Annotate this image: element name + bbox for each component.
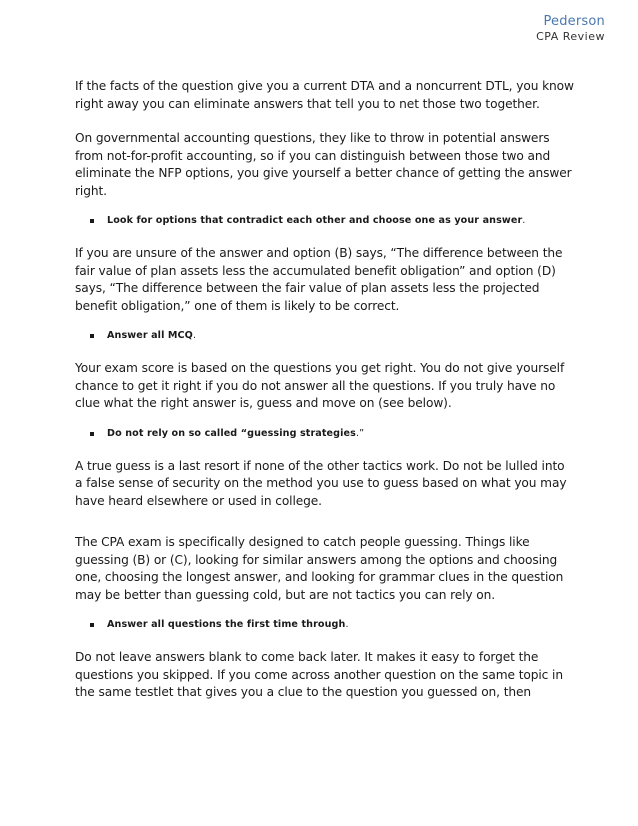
paragraph-exam-score: Your exam score is based on the questions you get right. You do not give yourself chance to get it right if you do not answer all the questions. If you truly have no clue what the right answer is, guess and move on (see below). xyxy=(75,361,565,410)
paragraph-true-guess: A true guess is a last resort if none of the other tactics work. Do not be lulled into a false sense of security on the method you use to guess based on what you may have heard elsewhere or used in college. xyxy=(75,458,567,508)
bullet-tail: . xyxy=(522,215,526,226)
paragraph-plan-assets: If you are unsure of the answer and option (B) says, “The difference between the fair value of plan assets less the accumulated benefit obligation” and option (D) says, “The difference between the fair value of plan assets less the projected benefit obligation,” one of them is likely to be correct. xyxy=(75,246,563,313)
brand-name: Pederson xyxy=(543,14,605,29)
bullet-guessing xyxy=(75,427,575,441)
document-body xyxy=(75,78,575,702)
paragraph-cpa-exam: The CPA exam is specifically designed to catch people guessing. Things like guessing (B) or (C), looking for similar answers among the options and choosing one, choosing the longest answer, and looking for grammar clues in the question may be better than guessing cold, but are not tactics you can rely on. xyxy=(75,535,564,602)
bullet-contradict xyxy=(75,214,575,228)
bullet-bold-text: Look for options that contradict each other and choose one as your answer xyxy=(107,215,523,226)
paragraph-blank-answers: Do not leave answers blank to come back later. It makes it easy to forget the questions you skipped. If you come across another question on the same topic in the same testlet that gives you a clue to the question you guessed on, then xyxy=(75,650,563,699)
paragraph-governmental: On governmental accounting questions, they like to throw in potential answers from not-for-profit accounting, so if you can distinguish between those two and eliminate the NFP options, you give yourself a better chance of getting the answer right. xyxy=(75,131,572,198)
bullet-first-time xyxy=(75,618,575,632)
bullet-tail: . xyxy=(192,330,197,341)
bullet-bold-text: Do not rely on so called “guessing strategies xyxy=(107,427,356,439)
page-header xyxy=(536,14,605,44)
bullet-tail: .” xyxy=(355,427,365,439)
bullet-bold-text: Answer all MCQ xyxy=(107,330,193,341)
paragraph-dta-dtl: If the facts of the question give you a current DTA and a noncurrent DTL, you know right away you can eliminate answers that tell you to net those two together. xyxy=(75,79,574,111)
bullet-bold-text: Answer all questions the first time through xyxy=(107,619,346,630)
bullet-answer-all xyxy=(75,329,575,343)
brand-subtitle: CPA Review xyxy=(536,30,605,43)
bullet-tail: . xyxy=(345,619,349,630)
